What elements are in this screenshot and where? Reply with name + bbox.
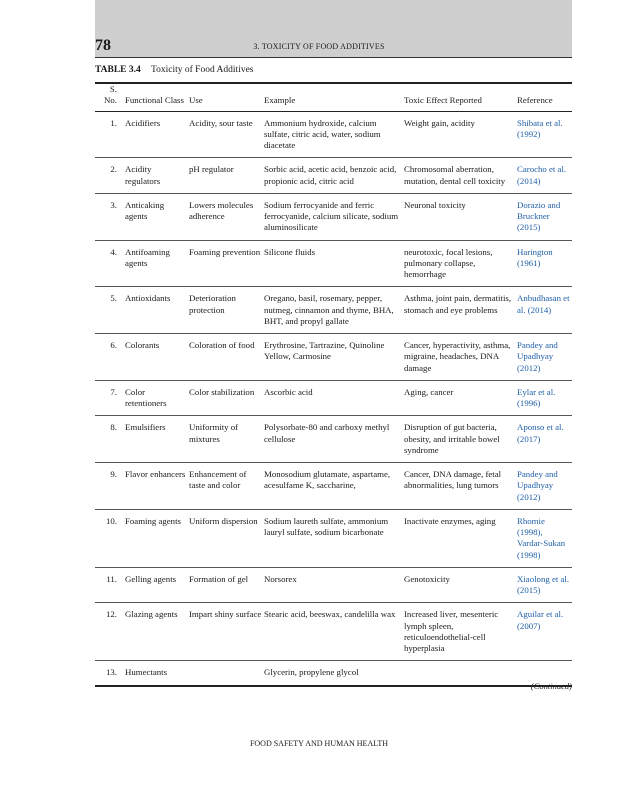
cell-sno: 3. [110, 199, 117, 210]
cell-example: Norsorex [264, 573, 297, 584]
cell-use: Deterioration protection [189, 293, 236, 315]
cell-toxic-effect: Disruption of gut bacteria, obesity, and irritable bowel syndrome [404, 422, 500, 455]
table-row [95, 416, 572, 463]
cell-sno: 8. [110, 422, 117, 433]
column-header-sno: S. No. [104, 84, 117, 106]
cell-reference[interactable]: Dorazio and Bruckner (2015) [517, 199, 561, 233]
cell-sno: 4. [110, 246, 117, 257]
cell-reference[interactable]: Aponso et al. (2017) [517, 422, 564, 444]
table-row [95, 111, 572, 158]
table-label: TABLE 3.4 [95, 65, 141, 75]
cell-example: Glycerin, propylene glycol [264, 667, 359, 678]
cell-reference[interactable]: Rhomie (1998), Vardar-Sukan (1998) [517, 515, 566, 560]
cell-use: Color stabilization [189, 386, 255, 397]
cell-class: Glazing agents [125, 609, 178, 620]
table-row [95, 567, 572, 603]
cell-toxic-effect: Aging, cancer [404, 386, 454, 397]
cell-class: Anticaking agents [125, 199, 165, 221]
cell-example: Monosodium glutamate, aspartame, acesulfame K, saccharine, [264, 469, 391, 491]
table-row [95, 240, 572, 287]
table-row [95, 509, 572, 567]
cell-toxic-effect: Neuronal toxicity [404, 199, 466, 210]
cell-sno: 11. [106, 573, 117, 584]
header-rule [95, 57, 572, 58]
cell-reference[interactable]: Aguilar et al. (2007) [517, 609, 564, 631]
cell-sno: 2. [110, 164, 117, 175]
cell-example: Ammonium hydroxide, calcium sulfate, citric acid, water, sodium diacetate [264, 117, 381, 150]
cell-sno: 7. [110, 386, 117, 397]
column-header-example: Example [264, 95, 296, 106]
cell-use: Lowers molecules adherence [189, 199, 254, 221]
cell-class: Foaming agents [125, 515, 181, 526]
cell-class: Flavor enhancers [125, 469, 186, 479]
cell-sno: 10. [106, 515, 117, 526]
cell-use: Uniformity of mixtures [189, 422, 239, 444]
cell-example: Erythrosine, Tartrazine, Quinoline Yellow, Carmosine [264, 340, 385, 362]
cell-use: Coloration of food [189, 340, 255, 350]
cell-use: pH regulator [189, 164, 234, 175]
cell-example: Oregano, basil, rosemary, pepper, nutmeg, cinnamon and thyme, BHA, BHT, and propyl gallate [264, 293, 394, 326]
cell-reference[interactable]: Harington (1961) [517, 246, 553, 268]
table-row [95, 380, 572, 416]
cell-sno: 12. [106, 609, 117, 620]
cell-use [189, 661, 264, 685]
column-header-reference: Reference [517, 95, 553, 106]
cell-class: Acidifiers [125, 117, 161, 128]
cell-reference[interactable]: Shibata et al. (1992) [517, 117, 563, 139]
cell-toxic-effect: Genotoxicity [404, 573, 450, 584]
cell-use: Enhancement of taste and color [189, 469, 247, 491]
table-row [95, 661, 572, 685]
cell-example: Polysorbate-80 and carboxy methyl cellulose [264, 422, 390, 444]
table-body [95, 111, 572, 685]
cell-class: Emulsifiers [125, 422, 166, 433]
cell-class: Antioxidants [125, 293, 171, 304]
cell-use: Formation of gel [189, 573, 249, 584]
table-caption [95, 65, 254, 75]
cell-toxic-effect: Inactivate enzymes, aging [404, 515, 496, 526]
cell-sno: 9. [110, 469, 117, 479]
cell-class: Acidity regulators [125, 164, 161, 186]
cell-toxic-effect: Cancer, hyperactivity, asthma, migraine, headaches, DNA damage [404, 340, 511, 373]
table-header-row [95, 84, 572, 111]
cell-class: Antifoaming agents [125, 246, 170, 268]
table-header-rule [95, 111, 572, 112]
cell-class: Colorants [125, 340, 160, 350]
cell-example: Sodium ferrocyanide and ferric ferrocyanide, calcium silicate, sodium aluminosilicate [264, 199, 399, 233]
cell-reference[interactable]: Anbudhasan et al. (2014) [517, 293, 570, 315]
cell-toxic-effect: neurotoxic, focal lesions, pulmonary collapse, hemorrhage [404, 246, 493, 279]
cell-class: Color retentioners [125, 386, 167, 408]
column-header-use: Use [189, 95, 203, 106]
cell-use: Foaming prevention [189, 246, 261, 257]
cell-toxic-effect: Increased liver, mesenteric lymph spleen, reticuloendothelial-cell hyperplasia [404, 609, 499, 653]
cell-reference[interactable]: Xiaolong et al. (2015) [517, 573, 570, 595]
toxicity-table [95, 84, 572, 685]
table-row [95, 158, 572, 194]
cell-toxic-effect: Asthma, joint pain, dermatitis, stomach and eye problems [404, 293, 512, 315]
cell-example: Sorbic acid, acetic acid, benzoic acid, propionic acid, citric acid [264, 164, 397, 186]
column-header-toxic-effect: Toxic Effect Reported [404, 95, 482, 106]
table-row [95, 287, 572, 334]
cell-example: Ascorbic acid [264, 386, 313, 397]
cell-reference[interactable]: Pandey and Upadhyay (2012) [517, 340, 558, 373]
cell-sno: 6. [110, 340, 117, 350]
cell-reference[interactable]: Carocho et al. (2014) [517, 164, 567, 186]
cell-class: Humectants [125, 667, 168, 678]
cell-sno: 1. [110, 117, 117, 128]
table-row [95, 603, 572, 661]
cell-example: Silicone fluids [264, 246, 316, 257]
cell-sno: 5. [110, 293, 117, 304]
cell-toxic-effect [404, 661, 517, 685]
running-title: 3. TOXICITY OF FOOD ADDITIVES [253, 42, 385, 51]
cell-toxic-effect: Weight gain, acidity [404, 117, 475, 128]
column-header-class: Functional Class [125, 95, 184, 106]
page-footer: FOOD SAFETY AND HUMAN HEALTH [249, 739, 389, 748]
cell-use: Uniform dispersion [189, 515, 258, 526]
cell-example: Stearic acid, beeswax, candelilla wax [264, 609, 396, 620]
table-row [95, 334, 572, 381]
table-bottom-rule [95, 685, 572, 687]
table-row [95, 193, 572, 240]
table-row [95, 463, 572, 510]
cell-use: Acidity, sour taste [189, 117, 253, 128]
cell-reference[interactable]: Eylar et al. (1996) [517, 386, 556, 408]
cell-sno: 13. [106, 667, 117, 678]
cell-toxic-effect: Cancer, DNA damage, fetal abnormalities, lung tumors [404, 469, 502, 491]
cell-reference[interactable]: Pandey and Upadhyay (2012) [517, 469, 558, 502]
cell-example: Sodium laureth sulfate, ammonium lauryl sulfate, sodium bicarbonate [264, 515, 389, 537]
cell-toxic-effect: Chromosomal aberration, mutation, dental cell toxicity [404, 164, 506, 186]
table-title: Toxicity of Food Additives [150, 65, 254, 75]
page-number: 78 [95, 37, 111, 54]
cell-class: Gelling agents [125, 573, 177, 584]
cell-use: Impart shiny surface [189, 609, 262, 620]
